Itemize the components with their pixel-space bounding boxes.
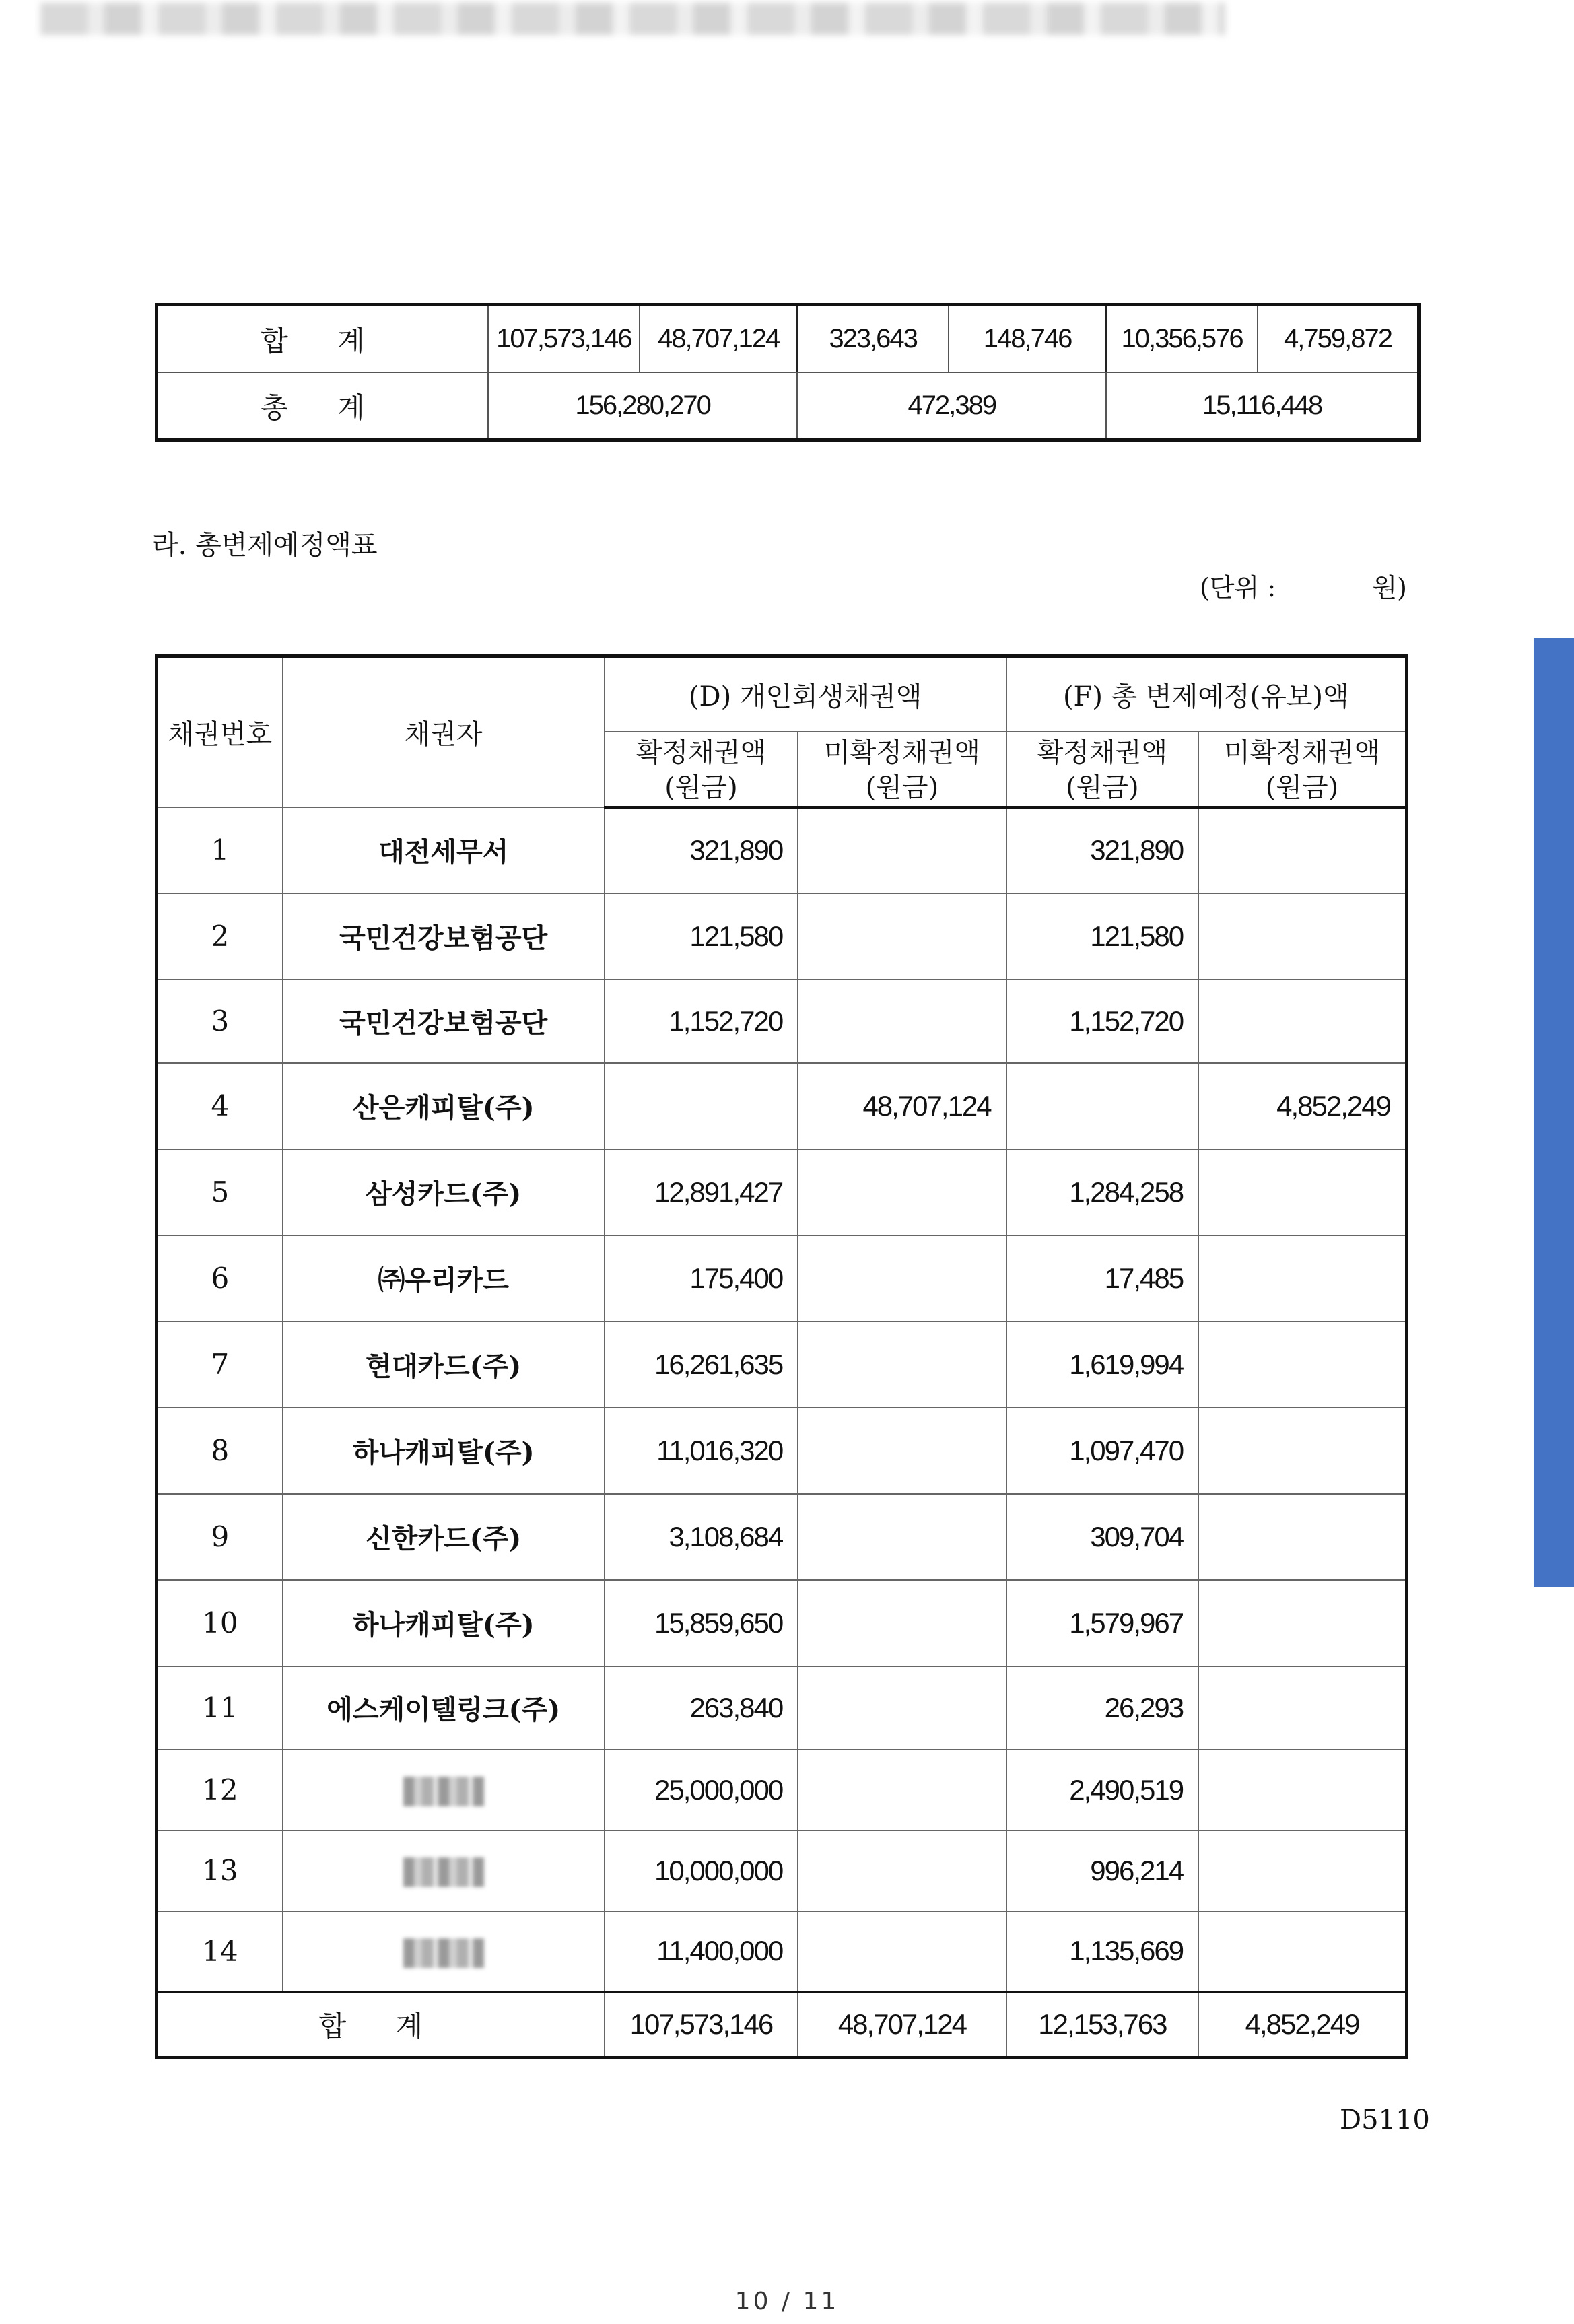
summary-cell: 156,280,270: [488, 372, 798, 440]
summary-table: [155, 303, 1421, 442]
sub-label: (원금): [1066, 772, 1139, 803]
f-unconfirmed-cell: [1198, 807, 1406, 893]
table-row: [157, 1235, 1407, 1322]
document-code: D5110: [1340, 2105, 1430, 2135]
d-confirmed-cell: 321,890: [605, 807, 798, 893]
creditor-name: [283, 1750, 605, 1831]
sub-label: (원금): [1265, 772, 1339, 803]
page-number: 10 / 11: [734, 2288, 840, 2315]
creditor-name: 신한카드(주): [283, 1494, 605, 1580]
f-unconfirmed-cell: [1198, 1322, 1406, 1408]
total-label: 합 계: [157, 1992, 605, 2058]
sub-confirmed-header: [605, 732, 798, 807]
d-unconfirmed-cell: [798, 1235, 1006, 1322]
row-number: 2: [157, 893, 283, 980]
row-number: 14: [157, 1911, 283, 1992]
row-number: 1: [157, 807, 283, 893]
d-unconfirmed-cell: [798, 1831, 1006, 1911]
f-confirmed-cell: 17,485: [1006, 1235, 1198, 1322]
d-confirmed-cell: 263,840: [605, 1666, 798, 1750]
creditor-name: 하나캐피탈(주): [283, 1408, 605, 1494]
f-confirmed-cell: [1006, 1063, 1198, 1149]
sub-label: (원금): [865, 772, 939, 803]
f-confirmed-cell: 2,490,519: [1006, 1750, 1198, 1831]
group-d-header: (D) 개인회생채권액: [605, 656, 1006, 732]
d-confirmed-cell: 16,261,635: [605, 1322, 798, 1408]
f-confirmed-cell: 26,293: [1006, 1666, 1198, 1750]
f-unconfirmed-cell: [1198, 1580, 1406, 1666]
redacted-header: [40, 3, 1225, 35]
creditor-name: 국민건강보험공단: [283, 893, 605, 980]
d-confirmed-cell: 15,859,650: [605, 1580, 798, 1666]
section-title: 라. 총변제예정액표: [152, 530, 378, 561]
d-unconfirmed-cell: [798, 980, 1006, 1063]
total-cell: 48,707,124: [798, 1992, 1006, 2058]
f-unconfirmed-cell: [1198, 893, 1406, 980]
total-cell: 12,153,763: [1006, 1992, 1198, 2058]
table-row: [157, 1408, 1407, 1494]
d-confirmed-cell: 10,000,000: [605, 1831, 798, 1911]
d-confirmed-cell: 3,108,684: [605, 1494, 798, 1580]
f-unconfirmed-cell: 4,852,249: [1198, 1063, 1406, 1149]
table-row: [157, 807, 1407, 893]
table-row: [157, 1063, 1407, 1149]
f-unconfirmed-cell: [1198, 1911, 1406, 1992]
f-confirmed-cell: 996,214: [1006, 1831, 1198, 1911]
f-unconfirmed-cell: [1198, 1666, 1406, 1750]
unit-suffix: 원): [1372, 573, 1407, 603]
summary-subtotal-label: 합 계: [157, 305, 488, 373]
f-unconfirmed-cell: [1198, 1494, 1406, 1580]
f-confirmed-cell: 1,097,470: [1006, 1408, 1198, 1494]
f-confirmed-cell: 1,152,720: [1006, 980, 1198, 1063]
redacted-name: [403, 1777, 484, 1806]
sub-label: 미확정채권액: [824, 737, 980, 768]
summary-cell: 4,759,872: [1258, 305, 1419, 373]
row-number: 12: [157, 1750, 283, 1831]
row-number: 10: [157, 1580, 283, 1666]
row-number: 3: [157, 980, 283, 1063]
d-confirmed-cell: 1,152,720: [605, 980, 798, 1063]
sub-unconfirmed-header: [1198, 732, 1406, 807]
f-confirmed-cell: 1,135,669: [1006, 1911, 1198, 1992]
d-unconfirmed-cell: [798, 1580, 1006, 1666]
f-unconfirmed-cell: [1198, 1831, 1406, 1911]
f-unconfirmed-cell: [1198, 1149, 1406, 1235]
total-row: [157, 1992, 1407, 2058]
table-row: [157, 1911, 1407, 1992]
sub-unconfirmed-header: [798, 732, 1006, 807]
d-unconfirmed-cell: [798, 1322, 1006, 1408]
summary-cell: 10,356,576: [1106, 305, 1258, 373]
table-row: [157, 1149, 1407, 1235]
row-number: 4: [157, 1063, 283, 1149]
d-unconfirmed-cell: 48,707,124: [798, 1063, 1006, 1149]
d-confirmed-cell: 25,000,000: [605, 1750, 798, 1831]
row-number: 5: [157, 1149, 283, 1235]
d-unconfirmed-cell: [798, 1494, 1006, 1580]
d-unconfirmed-cell: [798, 1666, 1006, 1750]
f-confirmed-cell: 321,890: [1006, 807, 1198, 893]
creditor-name: [283, 1831, 605, 1911]
redacted-name: [403, 1857, 484, 1887]
sub-label: 확정채권액: [1037, 737, 1167, 768]
creditor-name: ㈜우리카드: [283, 1235, 605, 1322]
creditor-name: [283, 1911, 605, 1992]
creditor-name: 대전세무서: [283, 807, 605, 893]
summary-cell: 48,707,124: [640, 305, 798, 373]
total-cell: 107,573,146: [605, 1992, 798, 2058]
d-confirmed-cell: 175,400: [605, 1235, 798, 1322]
creditor-name: 삼성카드(주): [283, 1149, 605, 1235]
table-row: [157, 893, 1407, 980]
d-unconfirmed-cell: [798, 1750, 1006, 1831]
table-row: [157, 1322, 1407, 1408]
table-row: [157, 1494, 1407, 1580]
row-number: 9: [157, 1494, 283, 1580]
total-cell: 4,852,249: [1198, 1992, 1406, 2058]
sub-confirmed-header: [1006, 732, 1198, 807]
d-confirmed-cell: [605, 1063, 798, 1149]
sub-label: 확정채권액: [636, 737, 767, 768]
d-confirmed-cell: 11,400,000: [605, 1911, 798, 1992]
d-unconfirmed-cell: [798, 807, 1006, 893]
row-number: 11: [157, 1666, 283, 1750]
col-no-header: 채권번호: [157, 656, 283, 807]
side-tab: [1534, 638, 1574, 1587]
summary-cell: 107,573,146: [488, 305, 640, 373]
row-number: 7: [157, 1322, 283, 1408]
table-row: [157, 1580, 1407, 1666]
f-unconfirmed-cell: [1198, 1235, 1406, 1322]
col-creditor-header: 채권자: [283, 656, 605, 807]
d-confirmed-cell: 11,016,320: [605, 1408, 798, 1494]
table-row: [157, 1750, 1407, 1831]
f-unconfirmed-cell: [1198, 1408, 1406, 1494]
redacted-name: [403, 1938, 484, 1968]
f-confirmed-cell: 1,619,994: [1006, 1322, 1198, 1408]
row-number: 13: [157, 1831, 283, 1911]
table-row: [157, 1666, 1407, 1750]
creditor-name: 현대카드(주): [283, 1322, 605, 1408]
summary-subtotal-row: [157, 305, 1419, 373]
d-unconfirmed-cell: [798, 893, 1006, 980]
summary-total-row: [157, 372, 1419, 440]
header-row: [157, 656, 1407, 732]
f-unconfirmed-cell: [1198, 980, 1406, 1063]
summary-cell: 148,746: [949, 305, 1106, 373]
sub-label: (원금): [664, 772, 738, 803]
creditor-name: 에스케이텔링크(주): [283, 1666, 605, 1750]
creditor-name: 하나캐피탈(주): [283, 1580, 605, 1666]
summary-cell: 323,643: [797, 305, 948, 373]
table-row: [157, 980, 1407, 1063]
d-confirmed-cell: 12,891,427: [605, 1149, 798, 1235]
d-unconfirmed-cell: [798, 1149, 1006, 1235]
row-number: 6: [157, 1235, 283, 1322]
creditor-name: 국민건강보험공단: [283, 980, 605, 1063]
f-unconfirmed-cell: [1198, 1750, 1406, 1831]
f-confirmed-cell: 121,580: [1006, 893, 1198, 980]
summary-cell: 472,389: [797, 372, 1106, 440]
f-confirmed-cell: 309,704: [1006, 1494, 1198, 1580]
row-number: 8: [157, 1408, 283, 1494]
summary-total-label: 총 계: [157, 372, 488, 440]
f-confirmed-cell: 1,579,967: [1006, 1580, 1198, 1666]
d-unconfirmed-cell: [798, 1911, 1006, 1992]
sub-label: 미확정채권액: [1224, 737, 1380, 768]
summary-cell: 15,116,448: [1106, 372, 1418, 440]
unit-prefix: (단위 :: [1200, 573, 1276, 603]
group-f-header: (F) 총 변제예정(유보)액: [1006, 656, 1407, 732]
d-unconfirmed-cell: [798, 1408, 1006, 1494]
creditor-name: 산은캐피탈(주): [283, 1063, 605, 1149]
d-confirmed-cell: 121,580: [605, 893, 798, 980]
table-row: [157, 1831, 1407, 1911]
f-confirmed-cell: 1,284,258: [1006, 1149, 1198, 1235]
repayment-table: [155, 654, 1408, 2059]
